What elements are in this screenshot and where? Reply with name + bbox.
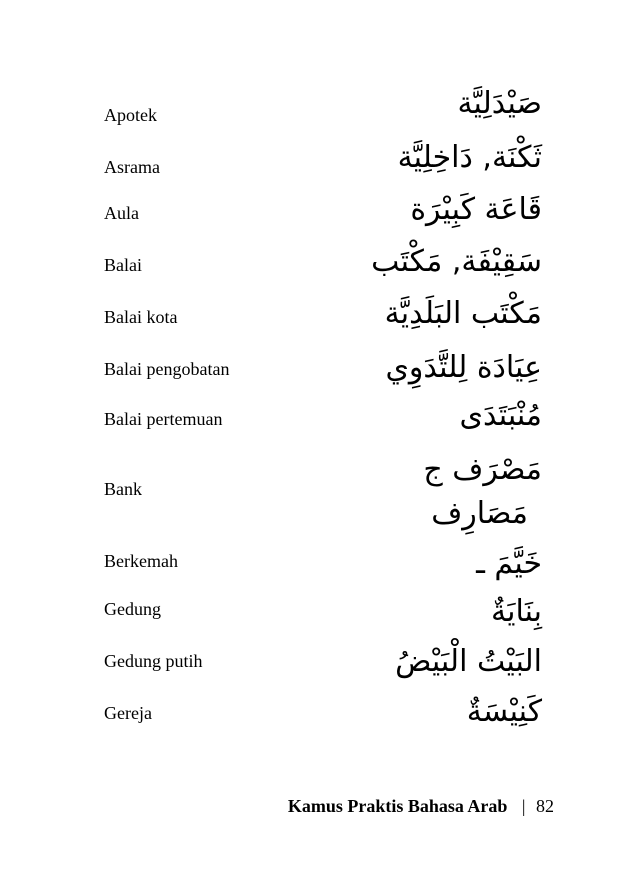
indonesian-term: Gedung: [104, 599, 161, 619]
arabic-translation: عِيَادَة لِلتَّدَوِي: [385, 350, 542, 385]
indonesian-term: Aula: [104, 203, 139, 223]
arabic-translation: قَاعَة كَبِيْرَة: [410, 192, 542, 227]
arabic-plural: مَصَارِف: [431, 496, 528, 531]
indonesian-term: Balai kota: [104, 307, 178, 327]
indonesian-term: Bank: [104, 479, 142, 499]
page-footer: [0, 794, 554, 818]
footer-separator: |: [521, 796, 526, 816]
indonesian-term: Balai: [104, 255, 142, 275]
arabic-translation: خَيَّمَ ـ: [476, 546, 542, 581]
arabic-translation: ثَكْنَة, دَاخِلِيَّة: [397, 140, 542, 175]
arabic-translation: صَيْدَلِيَّة: [457, 86, 542, 121]
indonesian-term: Asrama: [104, 157, 160, 177]
page-number: 82: [536, 796, 554, 816]
indonesian-term: Berkemah: [104, 551, 178, 571]
arabic-translation: بِنَايَةٌ: [491, 594, 542, 629]
indonesian-term: Gereja: [104, 703, 152, 723]
arabic-translation: مَكْتَب البَلَدِيَّة: [384, 296, 542, 331]
arabic-translation: مُنْبَتَدَى: [459, 398, 542, 433]
arabic-translation: كَنِيْسَةٌ: [466, 694, 542, 729]
indonesian-term: Balai pengobatan: [104, 359, 230, 379]
indonesian-term: Gedung putih: [104, 651, 203, 671]
arabic-translation: البَيْتُ الْبَيْضُ: [395, 644, 542, 679]
book-title: Kamus Praktis Bahasa Arab: [287, 796, 508, 816]
arabic-translation: سَقِيْفَة, مَكْتَب: [371, 244, 542, 279]
indonesian-term: Balai pertemuan: [104, 409, 223, 429]
arabic-translation: مَصْرَف ج: [423, 452, 542, 487]
indonesian-term: Apotek: [104, 105, 157, 125]
